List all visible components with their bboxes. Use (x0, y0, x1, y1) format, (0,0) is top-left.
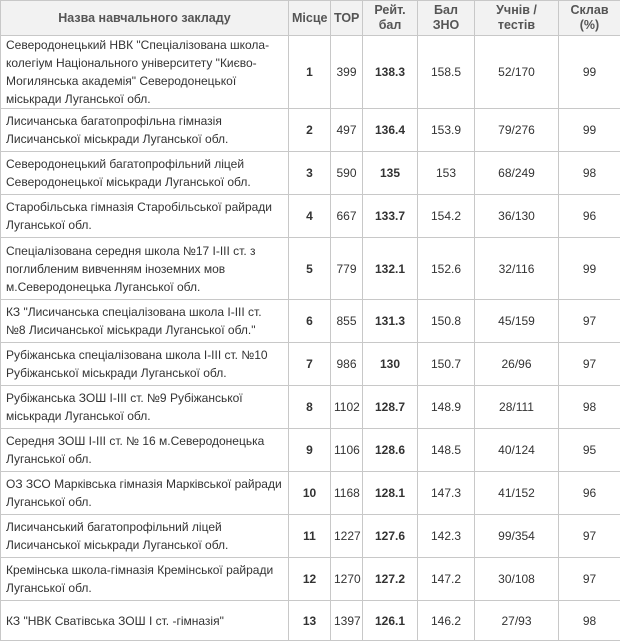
top-cell: 855 (331, 300, 363, 343)
header-students: Учнів / тестів (475, 1, 559, 36)
zno-cell: 152.6 (418, 238, 475, 300)
school-name: Лисичанський багатопрофільний ліцей Лисичанської міськради Луганської обл. (1, 515, 289, 558)
table-row (1, 238, 620, 300)
place-cell: 8 (289, 386, 331, 429)
rating-cell: 128.1 (363, 472, 418, 515)
school-name: Северодонецький багатопрофільний ліцей Северодонецької міськради Луганської обл. (1, 152, 289, 195)
students-cell: 30/108 (475, 558, 559, 601)
students-cell: 52/170 (475, 36, 559, 109)
place-cell: 5 (289, 238, 331, 300)
school-name: Рубіжанська спеціалізована школа І-ІІІ ст. №10 Рубіжанської міськради Луганської обл. (1, 343, 289, 386)
school-name: Лисичанська багатопрофільна гімназія Лисичанської міськради Луганської обл. (1, 109, 289, 152)
top-cell: 1168 (331, 472, 363, 515)
table-row (1, 429, 620, 472)
top-cell: 497 (331, 109, 363, 152)
place-cell: 2 (289, 109, 331, 152)
zno-cell: 150.7 (418, 343, 475, 386)
table-row (1, 558, 620, 601)
school-name: Кремінська школа-гімназія Кремінської райради Луганської обл. (1, 558, 289, 601)
pass-cell: 99 (559, 36, 620, 109)
school-name: КЗ "НВК Сватівська ЗОШ І ст. -гімназія" (1, 601, 289, 641)
place-cell: 3 (289, 152, 331, 195)
students-cell: 27/93 (475, 601, 559, 641)
students-cell: 79/276 (475, 109, 559, 152)
top-cell: 779 (331, 238, 363, 300)
rating-cell: 132.1 (363, 238, 418, 300)
zno-cell: 147.2 (418, 558, 475, 601)
place-cell: 7 (289, 343, 331, 386)
rating-cell: 127.6 (363, 515, 418, 558)
school-name: КЗ "Лисичанська спеціалізована школа І-ІІІ ст. №8 Лисичанської міськради Луганської обл." (1, 300, 289, 343)
rating-cell: 128.6 (363, 429, 418, 472)
pass-cell: 97 (559, 558, 620, 601)
pass-cell: 99 (559, 238, 620, 300)
top-cell: 1397 (331, 601, 363, 641)
students-cell: 28/111 (475, 386, 559, 429)
zno-cell: 146.2 (418, 601, 475, 641)
students-cell: 68/249 (475, 152, 559, 195)
table-row (1, 386, 620, 429)
rating-cell: 131.3 (363, 300, 418, 343)
students-cell: 45/159 (475, 300, 559, 343)
top-cell: 1106 (331, 429, 363, 472)
rating-cell: 138.3 (363, 36, 418, 109)
zno-cell: 153.9 (418, 109, 475, 152)
students-cell: 99/354 (475, 515, 559, 558)
place-cell: 11 (289, 515, 331, 558)
top-cell: 667 (331, 195, 363, 238)
pass-cell: 95 (559, 429, 620, 472)
zno-cell: 150.8 (418, 300, 475, 343)
header-zno: Бал ЗНО (418, 1, 475, 36)
students-cell: 41/152 (475, 472, 559, 515)
pass-cell: 99 (559, 109, 620, 152)
table-row (1, 195, 620, 238)
zno-cell: 153 (418, 152, 475, 195)
zno-cell: 142.3 (418, 515, 475, 558)
pass-cell: 96 (559, 195, 620, 238)
pass-cell: 98 (559, 152, 620, 195)
top-cell: 1227 (331, 515, 363, 558)
table-row (1, 300, 620, 343)
zno-cell: 154.2 (418, 195, 475, 238)
place-cell: 12 (289, 558, 331, 601)
students-cell: 26/96 (475, 343, 559, 386)
school-name: Северодонецький НВК "Спеціалізована школа-колегіум Національного університету "Києво-Могилянська академія" Северодонецької міськради Луганської обл. (1, 36, 289, 109)
header-place: Місце (289, 1, 331, 36)
school-name: ОЗ ЗСО Марківська гімназія Марківської райради Луганської обл. (1, 472, 289, 515)
zno-cell: 148.9 (418, 386, 475, 429)
table-row (1, 472, 620, 515)
header-rating: Рейт. бал (363, 1, 418, 36)
top-cell: 399 (331, 36, 363, 109)
place-cell: 4 (289, 195, 331, 238)
rating-cell: 130 (363, 343, 418, 386)
place-cell: 6 (289, 300, 331, 343)
table-header-row (1, 1, 620, 36)
pass-cell: 97 (559, 300, 620, 343)
pass-cell: 96 (559, 472, 620, 515)
place-cell: 1 (289, 36, 331, 109)
zno-cell: 158.5 (418, 36, 475, 109)
table-row (1, 109, 620, 152)
top-cell: 1102 (331, 386, 363, 429)
table-row (1, 343, 620, 386)
place-cell: 10 (289, 472, 331, 515)
table-row (1, 601, 620, 641)
students-cell: 36/130 (475, 195, 559, 238)
header-school: Назва навчального закладу (1, 1, 289, 36)
school-name: Рубіжанська ЗОШ І-ІІІ ст. №9 Рубіжанської міськради Луганської обл. (1, 386, 289, 429)
table-row (1, 515, 620, 558)
rating-cell: 136.4 (363, 109, 418, 152)
pass-cell: 97 (559, 343, 620, 386)
pass-cell: 98 (559, 386, 620, 429)
top-cell: 1270 (331, 558, 363, 601)
table-row (1, 36, 620, 109)
zno-cell: 147.3 (418, 472, 475, 515)
rating-cell: 128.7 (363, 386, 418, 429)
zno-cell: 148.5 (418, 429, 475, 472)
place-cell: 13 (289, 601, 331, 641)
school-name: Спеціалізована середня школа №17 І-ІІІ ст. з поглибленим вивченням іноземних мов м.Северодонецька Луганської обл. (1, 238, 289, 300)
header-pass: Склав (%) (559, 1, 620, 36)
place-cell: 9 (289, 429, 331, 472)
rating-cell: 126.1 (363, 601, 418, 641)
rating-cell: 135 (363, 152, 418, 195)
top-cell: 986 (331, 343, 363, 386)
students-cell: 32/116 (475, 238, 559, 300)
pass-cell: 97 (559, 515, 620, 558)
table-row (1, 152, 620, 195)
students-cell: 40/124 (475, 429, 559, 472)
header-top: ТОР (331, 1, 363, 36)
pass-cell: 98 (559, 601, 620, 641)
school-name: Середня ЗОШ І-ІІІ ст. № 16 м.Северодонецька Луганської обл. (1, 429, 289, 472)
school-name: Старобільська гімназія Старобільської райради Луганської обл. (1, 195, 289, 238)
top-cell: 590 (331, 152, 363, 195)
rating-cell: 127.2 (363, 558, 418, 601)
rating-cell: 133.7 (363, 195, 418, 238)
